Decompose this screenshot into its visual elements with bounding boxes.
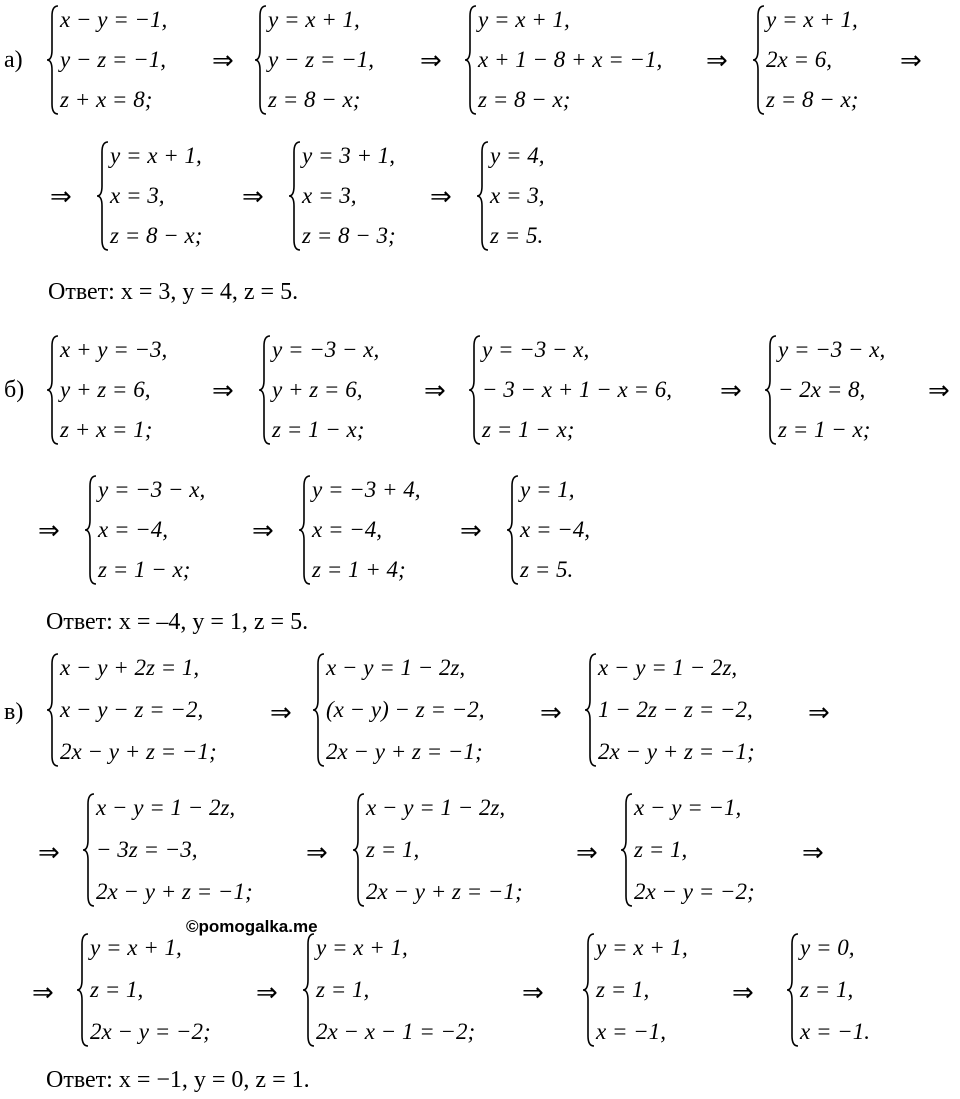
equation-system	[582, 932, 712, 1048]
implies-arrow: ⇒	[242, 182, 264, 212]
equation-system	[288, 140, 418, 252]
brace-icon	[302, 932, 316, 1048]
equation-line: 2x − y = −2;	[634, 879, 755, 904]
equation-line: x + 1 − 8 + x = −1,	[478, 47, 663, 72]
implies-arrow: ⇒	[50, 182, 72, 212]
equation-line: x − y = −1,	[60, 7, 168, 32]
equation-system	[84, 474, 244, 586]
equation-line: y = x + 1,	[766, 7, 858, 32]
equation-line: y = x + 1,	[110, 143, 202, 168]
brace-icon	[96, 140, 110, 252]
equation-line: z = 1,	[90, 977, 144, 1002]
implies-arrow: ⇒	[900, 46, 922, 76]
equation-line: x = −1,	[596, 1019, 666, 1044]
equation-line: 2x = 6,	[766, 47, 832, 72]
brace-icon	[476, 140, 490, 252]
implies-arrow: ⇒	[540, 698, 562, 728]
equation-line: y = 0,	[800, 935, 855, 960]
brace-icon	[352, 792, 366, 908]
implies-arrow: ⇒	[576, 838, 598, 868]
equation-line: x − y = 1 − 2z,	[598, 655, 738, 680]
equation-system	[468, 334, 708, 446]
brace-icon	[82, 792, 96, 908]
implies-arrow: ⇒	[38, 516, 60, 546]
implies-arrow: ⇒	[38, 838, 60, 868]
equation-line: 2x − y = −2;	[90, 1019, 211, 1044]
equation-line: 2x − x − 1 = −2;	[316, 1019, 476, 1044]
brace-icon	[582, 932, 596, 1048]
equation-system	[46, 4, 216, 116]
implies-arrow: ⇒	[424, 376, 446, 406]
equation-system	[752, 4, 892, 116]
brace-icon	[258, 334, 272, 446]
implies-arrow: ⇒	[32, 978, 54, 1008]
equation-line: 2x − y + z = −1;	[60, 739, 217, 764]
brace-icon	[254, 4, 268, 116]
equation-line: x = −1.	[800, 1019, 870, 1044]
equation-line: x − y = 1 − 2z,	[96, 795, 236, 820]
equation-line: z = 1 − x;	[482, 417, 575, 442]
brace-icon	[312, 652, 326, 768]
equation-line: (x − y) − z = −2,	[326, 697, 485, 722]
equation-system	[584, 652, 794, 768]
equation-system	[46, 334, 206, 446]
brace-icon	[46, 334, 60, 446]
equation-system	[298, 474, 448, 586]
equation-system	[620, 792, 790, 908]
implies-arrow: ⇒	[270, 698, 292, 728]
implies-arrow: ⇒	[732, 978, 754, 1008]
equation-line: z = 8 − x;	[268, 87, 361, 112]
equation-line: 2x − y + z = −1;	[326, 739, 483, 764]
equation-line: y = −3 + 4,	[312, 477, 421, 502]
equation-line: x + y = −3,	[60, 337, 168, 362]
brace-icon	[764, 334, 778, 446]
brace-icon	[752, 4, 766, 116]
brace-icon	[46, 652, 60, 768]
equation-line: x = −4,	[520, 517, 590, 542]
brace-icon	[620, 792, 634, 908]
equation-line: z = 8 − x;	[110, 223, 203, 248]
equation-system	[506, 474, 616, 586]
equation-line: z = 1 − x;	[272, 417, 365, 442]
brace-icon	[298, 474, 312, 586]
implies-arrow: ⇒	[802, 838, 824, 868]
equation-line: x − y = −1,	[634, 795, 742, 820]
equation-system	[96, 140, 236, 252]
implies-arrow: ⇒	[928, 376, 950, 406]
equation-line: y = x + 1,	[596, 935, 688, 960]
equation-line: x = 3,	[302, 183, 357, 208]
equation-line: x − y + 2z = 1,	[60, 655, 200, 680]
implies-arrow: ⇒	[720, 376, 742, 406]
watermark: ©pomogalka.me	[186, 917, 318, 936]
equation-system	[302, 932, 502, 1048]
equation-system	[764, 334, 914, 446]
equation-line: z = 1 − x;	[778, 417, 871, 442]
answer-text: Ответ: x = –4, y = 1, z = 5.	[46, 609, 309, 635]
equation-line: x − y = 1 − 2z,	[326, 655, 466, 680]
equation-line: y = −3 − x,	[272, 337, 380, 362]
brace-icon	[464, 4, 478, 116]
equation-line: x = −4,	[98, 517, 168, 542]
equation-line: − 3 − x + 1 − x = 6,	[482, 377, 673, 402]
equation-line: y = x + 1,	[268, 7, 360, 32]
equation-line: z + x = 8;	[60, 87, 153, 112]
equation-line: z + x = 1;	[60, 417, 153, 442]
equation-line: z = 8 − 3;	[302, 223, 396, 248]
equation-line: 2x − y + z = −1;	[96, 879, 253, 904]
equation-line: x − y − z = −2,	[60, 697, 204, 722]
implies-arrow: ⇒	[306, 838, 328, 868]
equation-line: z = 1 − x;	[98, 557, 191, 582]
equation-line: z = 5.	[520, 557, 574, 582]
brace-icon	[84, 474, 98, 586]
equation-system	[258, 334, 418, 446]
equation-line: y − z = −1,	[60, 47, 166, 72]
equation-line: y + z = 6,	[272, 377, 363, 402]
equation-line: y − z = −1,	[268, 47, 374, 72]
equation-line: y = 4,	[490, 143, 545, 168]
equation-line: z = 5.	[490, 223, 544, 248]
equation-line: z = 1,	[634, 837, 688, 862]
equation-line: y = −3 − x,	[98, 477, 206, 502]
equation-line: z = 1,	[316, 977, 370, 1002]
equation-system	[254, 4, 414, 116]
equation-line: y = x + 1,	[90, 935, 182, 960]
equation-line: z = 1,	[800, 977, 854, 1002]
equation-line: z = 1,	[596, 977, 650, 1002]
equation-line: y = −3 − x,	[482, 337, 590, 362]
equation-line: 2x − y + z = −1;	[598, 739, 755, 764]
equation-line: − 2x = 8,	[778, 377, 866, 402]
equation-system	[464, 4, 694, 116]
answer-text: Ответ: x = −1, y = 0, z = 1.	[46, 1067, 310, 1093]
equation-line: 2x − y + z = −1;	[366, 879, 523, 904]
equation-line: y = x + 1,	[478, 7, 570, 32]
implies-arrow: ⇒	[460, 516, 482, 546]
part-label: в)	[4, 699, 24, 725]
equation-line: 1 − 2z − z = −2,	[598, 697, 753, 722]
equation-line: y = 1,	[520, 477, 575, 502]
equation-line: z = 8 − x;	[478, 87, 571, 112]
implies-arrow: ⇒	[808, 698, 830, 728]
equation-system	[312, 652, 528, 768]
equation-system	[352, 792, 562, 908]
brace-icon	[506, 474, 520, 586]
equation-system	[82, 792, 292, 908]
implies-arrow: ⇒	[256, 978, 278, 1008]
implies-arrow: ⇒	[706, 46, 728, 76]
equation-system	[476, 140, 576, 252]
brace-icon	[786, 932, 800, 1048]
equation-system	[786, 932, 906, 1048]
equation-line: z = 1,	[366, 837, 420, 862]
equation-line: − 3z = −3,	[96, 837, 198, 862]
equation-line: x = −4,	[312, 517, 382, 542]
brace-icon	[468, 334, 482, 446]
brace-icon	[584, 652, 598, 768]
equation-line: z = 1 + 4;	[312, 557, 406, 582]
implies-arrow: ⇒	[420, 46, 442, 76]
answer-text: Ответ: x = 3, y = 4, z = 5.	[48, 279, 299, 305]
equation-system	[76, 932, 246, 1048]
equation-line: y = 3 + 1,	[302, 143, 395, 168]
implies-arrow: ⇒	[212, 46, 234, 76]
equation-line: y = −3 − x,	[778, 337, 886, 362]
equation-line: x − y = 1 − 2z,	[366, 795, 506, 820]
implies-arrow: ⇒	[252, 516, 274, 546]
equation-line: y = x + 1,	[316, 935, 408, 960]
equation-line: z = 8 − x;	[766, 87, 859, 112]
equation-line: x = 3,	[110, 183, 165, 208]
brace-icon	[46, 4, 60, 116]
equation-line: x = 3,	[490, 183, 545, 208]
brace-icon	[76, 932, 90, 1048]
equation-line: y + z = 6,	[60, 377, 151, 402]
part-label: б)	[4, 377, 25, 403]
brace-icon	[288, 140, 302, 252]
implies-arrow: ⇒	[430, 182, 452, 212]
implies-arrow: ⇒	[212, 376, 234, 406]
implies-arrow: ⇒	[522, 978, 544, 1008]
equation-system	[46, 652, 256, 768]
part-label: а)	[4, 47, 23, 73]
